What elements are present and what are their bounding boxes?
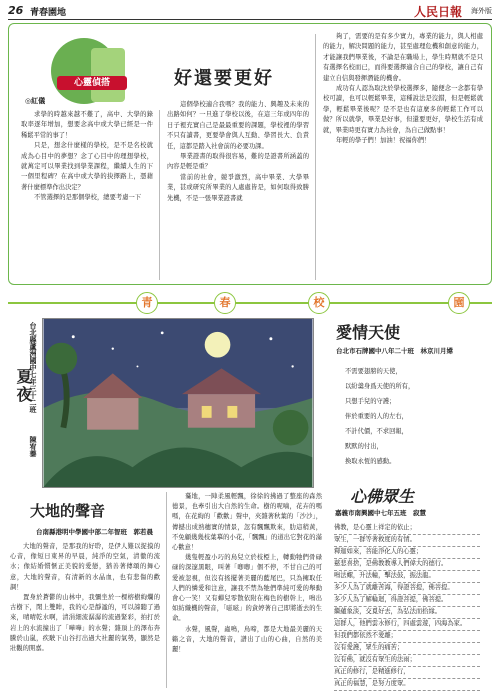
poem1-line: 換取永恆的感動。 [345, 458, 396, 465]
banner-char: 春 [214, 292, 236, 314]
poem1-title: 愛情天使 [336, 323, 401, 342]
banner-line [8, 302, 492, 304]
poem2-line: 慈悲喜捨，是佛教教導人們偉大的德行。 [334, 558, 480, 571]
article-text-col2 [172, 492, 322, 688]
poem2-line: 鳴法螺，升法幢，擊法鼓，振法龍。 [334, 570, 480, 583]
paragraph: 當前的社會，競爭激烈，高中畢業、大學畢業，甚或研究所畢業的人處處皆是，如何取得致勝先機，不是一張畢業證書就 [167, 173, 309, 202]
column-box [8, 23, 492, 285]
paragraph: 大地的聲音，是那我的好聆，是伊人難以捉摸的心音，像短日東昇的早晨，純淨的空氣，清徹的流水；像結婚慣愜正美貌的愛戀，猶善著傳頌的舞心意，大地的聲音，有清新的水晶血，也有悲傷的歡調！ [10, 543, 160, 591]
paragraph: 不管選擇的是那個學校，總要考慮一下 [34, 194, 142, 202]
article-byline: 台南縣港明中學國中部二年智班 郭若晨 [36, 528, 153, 536]
painting-title: 夏夜 [14, 368, 33, 404]
masthead: 人民日報 [413, 5, 462, 19]
page-header [8, 4, 492, 20]
poem2-byline: 嘉義市南興國中七年五班 寂慧 [335, 509, 426, 517]
poem2-line: 多少人為了解輪迴，得證菩提，佛菩提。 [334, 594, 480, 607]
poem1-line: 伴於重要的人的左右， [345, 413, 408, 420]
poem2-line: 但我們都依然不愛離； [334, 630, 480, 643]
paragraph: 成功有人認為取決於學校選擇多，隨便念一念都有學校可讀，也可以輕鬆畢業，這種說法是沒錯，但是輕鬆就學，輕鬆畢業後呢？是不是也有這麼多的輕鬆工作可以做？所以就學，畢業是好事，但還要更好，學校生活有成就，畢業時更有實力為社會，為自己做點事！ [323, 85, 483, 134]
badge-building-graphic [91, 48, 125, 102]
poem2-line: 這群人，他們雲水修行，四處雲遊，四海為家。 [334, 618, 480, 631]
campus-banner [8, 292, 492, 314]
poem1-line: 不計代價，不求回報， [345, 428, 408, 435]
painting-student: 陳宥蓁 [29, 436, 37, 457]
paragraph: 置身於蒼鬱的山林中，我彌坐於一棵榕樹絢爛的古樹下，閑上雙眸，我的心是靜謐的，可以諦聽了過來，晴晴乾水啊，清涓細流潺潺的流過緊彩，拍打於岩上的水流撞出了「嘩嘩」的水聲；雜頂上的澤布奔騰於山嵐，疾駛下山谷打出過大社麗的氣勢，顯然是壯觀的開嘉。 [10, 594, 160, 653]
poem1-line: 不需要翅膀的天使， [345, 368, 402, 375]
article-divider [166, 492, 167, 688]
column-byline: ◎紅儀 [25, 97, 46, 105]
column-divider [315, 34, 316, 280]
paragraph: 這個學校適合我嗎？我的能力、興趣及未來的出路如何？一旦進了學校以後，在這三年或四年的日子裡充實自己是最最重要的課題，學校裡的學習不只有讀書，更要學會與人互動、學習長大、負責任，這都是踏入社會前的必要功課。 [167, 101, 309, 150]
banner-char: 園 [448, 292, 470, 314]
banner-char: 校 [308, 292, 330, 314]
column-text-col3 [323, 32, 483, 280]
poem1-line: 以紛羹身爲天使的所有， [345, 383, 415, 390]
paragraph: 驀地，一陣柔風輕飄，徐徐的拂過了整座的森然德景，也牽引出大自然的生命。樹的呢喃，花卉的嗎嗎，在花絢的「歡歡」聲中，夾雜著秋葉的「沙沙」，傳撼出成熟穗實的情景，忽有飄飄欺來，肋這稍黃，不免顧幾幾枝葉摹的小花，「飄飄」的道出它對花的滿心歡意！ [172, 493, 322, 552]
poem2-line: 眾生，一群等著救度的有情。 [334, 534, 480, 547]
paragraph: 夠了，需要的是有多少實力，專業的能力，與人相處的能力，解決問題的能力，甚至處理危機和創意的能力，才能讓我們畢業後，不論是在職場上，學生時期就不是只有選擇名校而已，而得要選擇適合自己的學校，讓自己有建立自信與發揮潛能的機會。 [323, 33, 483, 82]
column-text-col1 [21, 110, 153, 280]
paragraph: 年輕的學子們！加油！祝福你們！ [336, 137, 431, 145]
poem2-line: 多少人為了就離苦海，得證菩提，佛菩提。 [334, 582, 480, 595]
paragraph: 畢業證書的取得很容易，難的是證書所涵蓋的內容是輕是重？ [167, 153, 309, 171]
section-name: 青春園地 [30, 8, 67, 18]
poem2-line: 繼蘊象淡，交覓好去，為弘法而拾緣。 [334, 606, 480, 619]
page-number: 26 [8, 4, 24, 17]
poem2-line: 真正的福慧，是努力度眾。 [334, 678, 480, 691]
column-text-col2 [167, 100, 309, 280]
paragraph: 只是，想念什麼樣的學校，是不是名校就成為心目中的夢想？念了心目中的理想學校，就萬定可以畢業找到學業課程，繼續人生的下一個里程碑？在高中或大學的抉擇路上，憑藉著什麼標準作出決定？ [21, 142, 153, 191]
column-title: 好還要更好 [174, 68, 274, 89]
column-badge-label: 心靈偵搭 [57, 76, 127, 90]
paragraph: 幾隻輕盈小巧的鳥兒立於枝椏上，轉動牠們骨碌碌的深邃黑眼，叫著「喞喞」個不停，不甘自己的可愛被忽視，但沒有搖擺著美麗的藍尾巴，只為擁取任人們的憐愛和注意，讓我不禁為牠們準純可愛的舉動會心一笑！又有蟬兒零散依附在梅色的樹幹上，鳴出如紡織機的聲音，「嗞嗞」的貪婷著自己即將逝去的生命。 [172, 554, 322, 623]
poem2-line: 沒有佛，就沒有眾生的法雨； [334, 654, 480, 667]
article-text-col1 [10, 542, 160, 688]
painting-school: 台北縣蘆洲國中七年三十二班 [29, 322, 37, 413]
paragraph: 水聲，風聲，蟲鳴，鳥啼，都是大地最美麗的天籟之音，大地的聲音，譜出了山的心曲，自然的美麗！ [172, 625, 322, 654]
article-title: 大地的聲音 [30, 502, 106, 520]
column-divider [159, 110, 160, 280]
poem2-title: 心佛眾生 [350, 487, 415, 506]
poem2-line: 沒有愛護，眾生的痛苦； [334, 642, 480, 655]
poem1-line: 默默的付出， [345, 443, 383, 450]
poem2-line: 真正的修行，是精進修行， [334, 666, 480, 679]
paragraph: 求學的時越來越不難了，高中、大學的錄取率逐年增加，想要念高中或大學已經是一件稀鬆平常的事了！ [21, 111, 153, 139]
night-painting [42, 318, 314, 488]
poem1-line: 只想手兒的守護； [345, 398, 396, 405]
poem2-line: 釋迦如來，菩能淨化人的心靈； [334, 546, 480, 559]
banner-char: 青 [136, 292, 158, 314]
edition-label: 海外版 [471, 7, 492, 15]
poem2-line: 佛教，是心靈上祥定的依止； [334, 522, 480, 535]
poem1-byline: 台北市石牌國中八年二十班 林京川月嫦 [336, 347, 453, 355]
